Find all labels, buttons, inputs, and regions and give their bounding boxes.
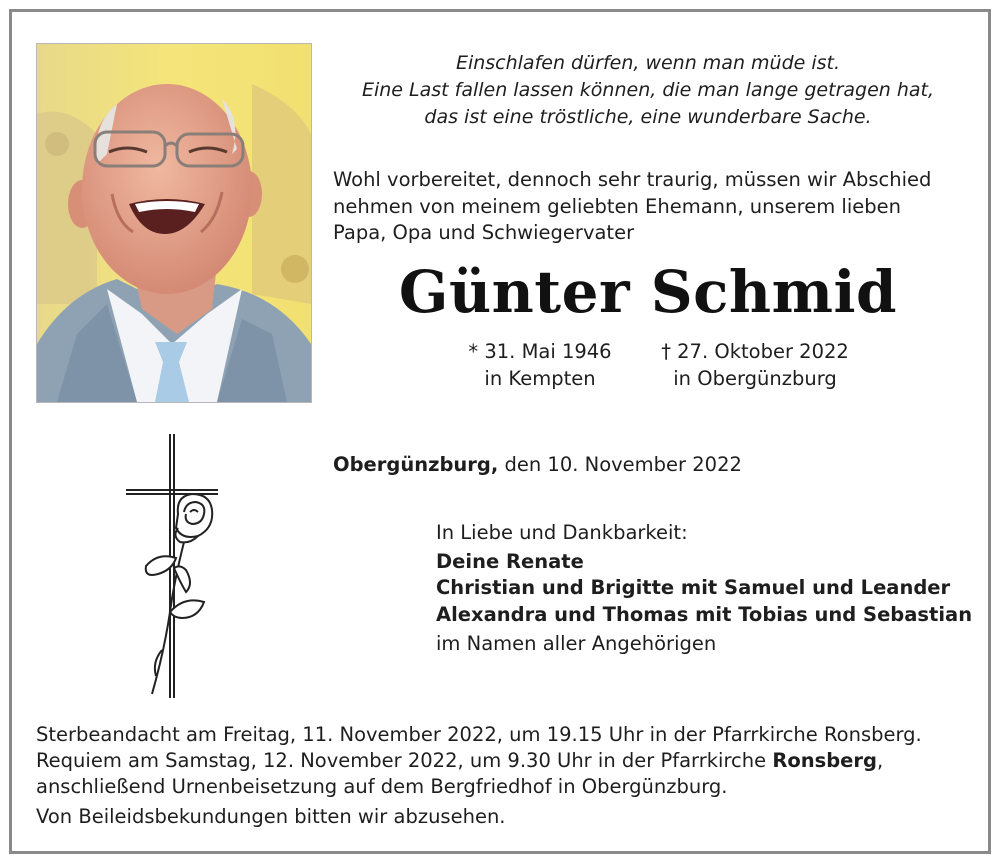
note-line (36, 748, 976, 774)
intro-line: Papa, Opa und Schwiegervater (333, 221, 635, 244)
death-place: in Obergünzburg (673, 367, 837, 390)
note-line: Sterbeandacht am Freitag, 11. November 2022, um 19.15 Uhr in der Pfarrkirche Ronsberg. (36, 723, 922, 746)
letter-date: den 10. November 2022 (498, 453, 742, 476)
poem-line: Eine Last fallen lassen können, die man lange getragen hat, (361, 79, 935, 101)
death-date: † 27. Oktober 2022 (661, 340, 849, 363)
intro-text (333, 167, 963, 247)
place-date-line (333, 452, 742, 478)
poem (340, 50, 956, 131)
note-line: Von Beileidsbekundungen bitten wir abzusehen. (36, 805, 506, 828)
deceased-name: Günter Schmid (398, 258, 898, 326)
death-info (645, 338, 865, 392)
family-intro: In Liebe und Dankbarkeit: (436, 521, 688, 544)
poem-line: das ist eine tröstliche, eine wunderbare Sache. (424, 106, 872, 128)
birth-date: * 31. Mai 1946 (468, 340, 612, 363)
intro-line: nehmen von meinem geliebten Ehemann, unserem lieben (333, 194, 901, 218)
place-name: Obergünzburg, (333, 453, 499, 476)
note-bold-place: Ronsberg (772, 749, 877, 772)
family-member: Christian und Brigitte mit Samuel und Leander (436, 576, 951, 599)
note-text: , (876, 749, 884, 772)
portrait-photo (36, 43, 312, 403)
poem-line: Einschlafen dürfen, wenn man müde ist. (455, 52, 841, 74)
family-member: Alexandra und Thomas mit Tobias und Sebastian (436, 602, 973, 626)
family-closing: im Namen aller Angehörigen (436, 632, 717, 655)
cross-rose-icon (118, 432, 228, 700)
note-text: Requiem am Samstag, 12. November 2022, um 9.30 Uhr in der Pfarrkirche (36, 749, 773, 772)
intro-line: Wohl vorbereitet, dennoch sehr traurig, müssen wir Abschied (333, 168, 932, 191)
note-line: anschließend Urnenbeisetzung auf dem Bergfriedhof in Obergünzburg. (36, 775, 728, 798)
service-notes (36, 722, 976, 830)
birth-info (440, 338, 640, 392)
family-member: Deine Renate (436, 549, 584, 573)
birth-place: in Kempten (484, 367, 596, 390)
family-signature (436, 520, 976, 658)
